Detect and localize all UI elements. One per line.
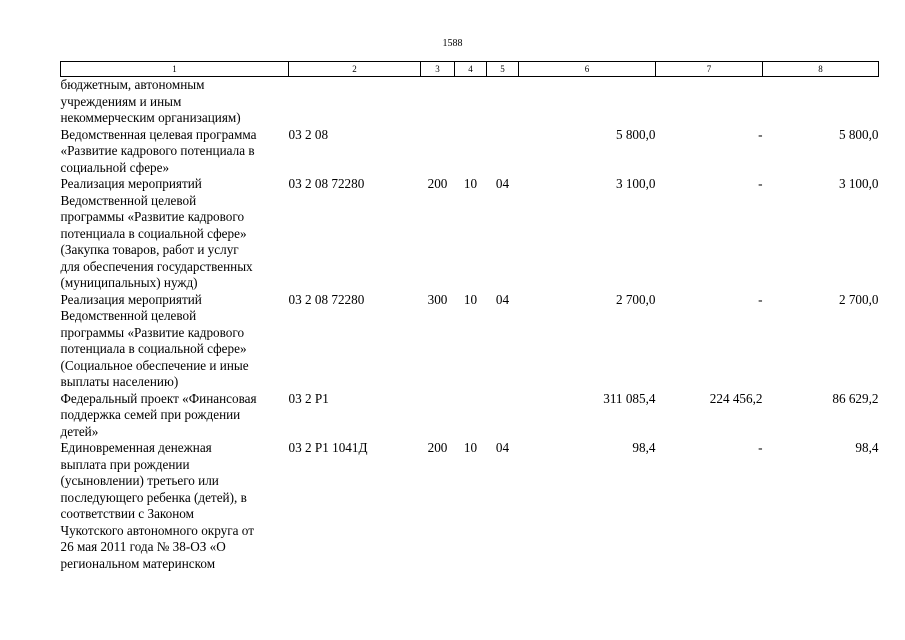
row-name: бюджетным, автономным учреждениям и иным некоммерческим организациям) [60,77,241,125]
row-pr: 04 [495,176,510,191]
row-name: Ведомственная целевая программа «Развитие кадрового потенциала в социальной сфере» [60,126,257,175]
column-header: 2 [289,62,421,77]
column-header: 8 [763,62,879,77]
row-name: Федеральный проект «Финансовая поддержка семей при рождении детей» [60,390,257,439]
row-value-6: 98,4 [632,440,656,455]
row-pr [487,77,519,127]
row-code [289,77,421,127]
row-vr: 300 [427,291,448,307]
row-pr: 04 [495,440,510,455]
table-row [61,391,879,441]
row-value-8: 3 100,0 [838,176,879,191]
row-code: 03 2 P1 1041Д [288,440,368,455]
column-header: 6 [519,62,656,77]
row-pr [487,391,519,441]
row-name: Единовременная денежная выплата при рождении (усыновлении) третьего или последующего ребенка (детей), в соответствии с Законом Чукотского автономного округа от 26 мая 2011 года № 38-ОЗ «О региональном материнском [60,440,254,571]
column-header: 7 [656,62,763,77]
row-rz: 10 [463,291,478,307]
row-name: Реализация мероприятий Ведомственной целевой программы «Развитие кадрового потенциала в социальной сфере» (Закупка товаров, работ и услуг для обеспечения государственных (муниципальных) нужд) [60,176,253,290]
row-value-7: - [758,176,763,191]
row-value-6: 3 100,0 [615,176,656,191]
row-value-6: 311 085,4 [603,390,656,406]
row-vr: 200 [427,176,448,191]
row-code: 03 2 08 [288,126,329,142]
row-value-7 [656,77,763,127]
row-code: 03 2 P1 [288,390,329,406]
row-value-7: - [758,440,763,455]
row-pr: 04 [495,291,510,307]
table-row [61,292,879,391]
table-row [61,440,879,572]
row-value-7: - [758,291,763,307]
row-value-8: 98,4 [855,440,879,455]
column-header: 3 [421,62,455,77]
row-value-8: 5 800,0 [838,126,879,142]
row-code: 03 2 08 72280 [288,291,365,307]
row-name: Реализация мероприятий Ведомственной целевой программы «Развитие кадрового потенциала в социальной сфере» (Социальное обеспечение и иные выплаты населению) [60,291,249,389]
row-value-6: 5 800,0 [615,126,656,142]
row-vr [421,391,455,441]
row-rz: 10 [463,440,478,455]
row-vr [421,127,455,177]
row-value-8 [763,77,879,127]
row-vr: 200 [427,440,448,455]
row-value-7: - [758,126,763,142]
row-value-8: 86 629,2 [832,390,879,406]
column-header: 5 [487,62,519,77]
row-value-7: 224 456,2 [709,390,763,406]
table-row [61,127,879,177]
row-rz [455,391,487,441]
row-vr [421,77,455,127]
column-number-row [61,62,879,77]
row-code: 03 2 08 72280 [288,176,365,191]
page-number: 1588 [442,38,463,49]
row-value-6 [519,77,656,127]
row-value-6: 2 700,0 [615,291,656,307]
row-rz: 10 [463,176,478,191]
table-row [61,176,879,292]
row-value-8: 2 700,0 [838,291,879,307]
budget-table [60,61,879,572]
column-header: 4 [455,62,487,77]
column-header: 1 [61,62,289,77]
table-row [61,77,879,127]
row-rz [455,127,487,177]
row-pr [487,127,519,177]
row-rz [455,77,487,127]
